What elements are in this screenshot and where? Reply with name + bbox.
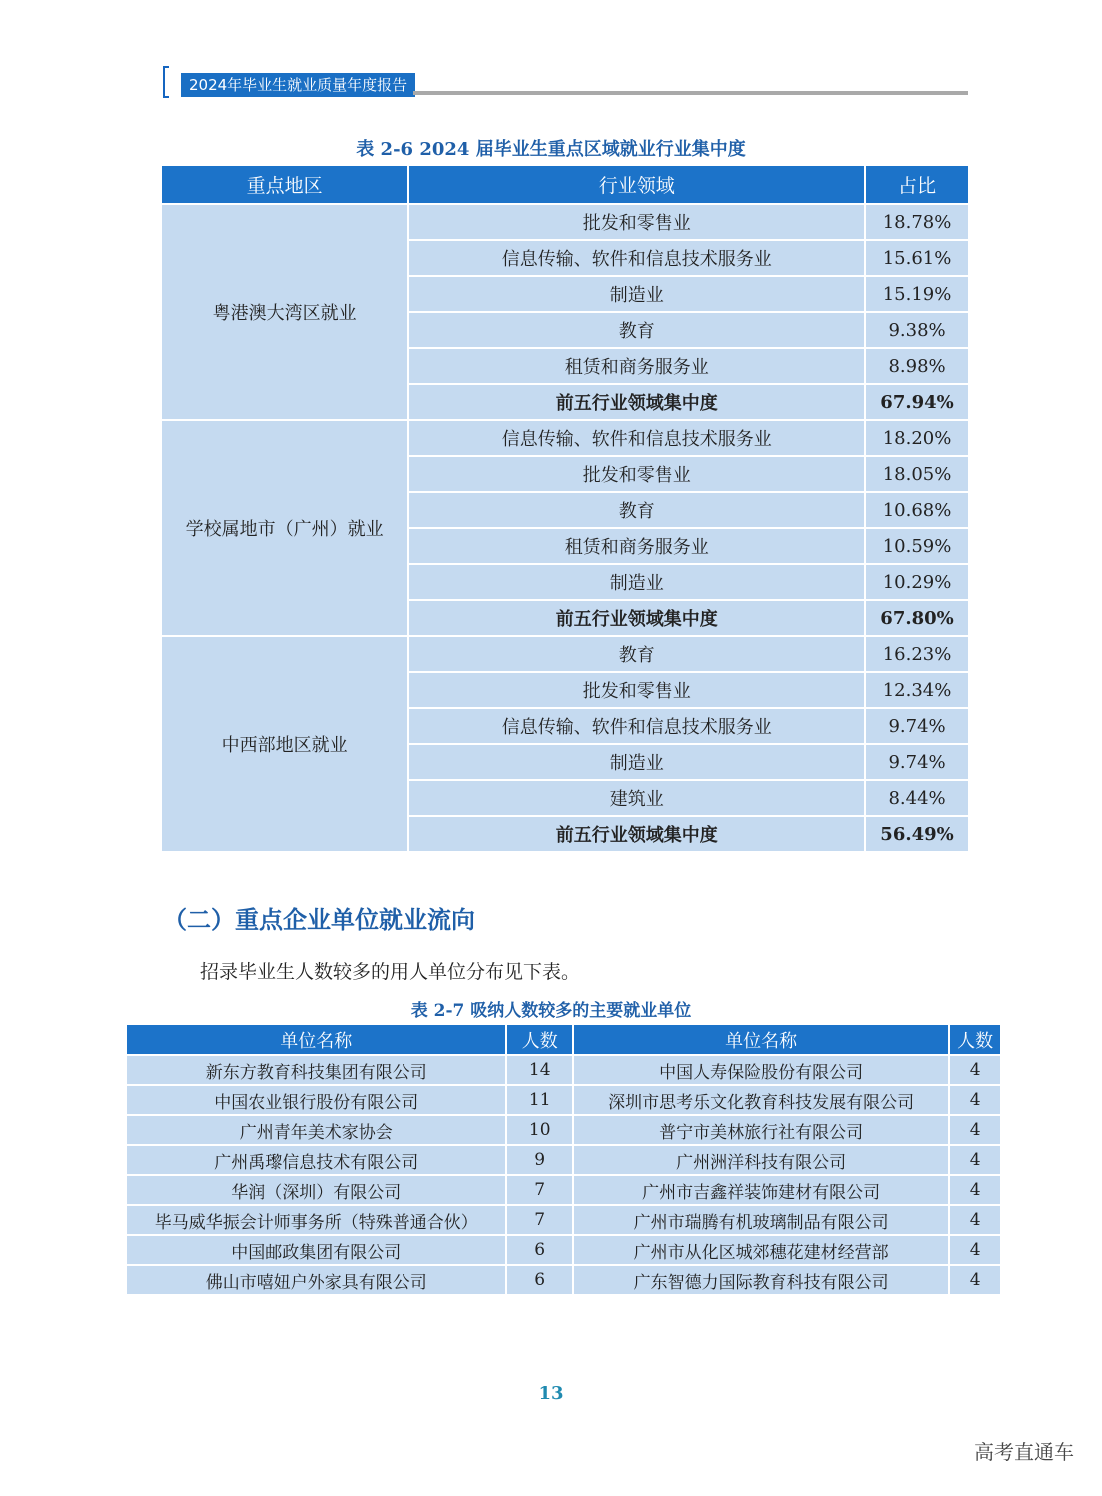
header-unit-name: 单位名称 — [573, 1024, 949, 1055]
share-cell: 9.74% — [865, 708, 969, 744]
table-row — [126, 1055, 1001, 1085]
unit-name-cell: 深圳市思考乐文化教育科技发展有限公司 — [573, 1085, 949, 1115]
watermark: 高考直通车 — [974, 1440, 1074, 1464]
header-share: 占比 — [865, 165, 969, 204]
header-industry: 行业领域 — [408, 165, 865, 204]
share-cell: 15.61% — [865, 240, 969, 276]
share-cell: 8.44% — [865, 780, 969, 816]
table-row — [161, 420, 969, 456]
region-cell: 学校属地市（广州）就业 — [161, 420, 408, 636]
industry-cell: 前五行业领域集中度 — [408, 600, 865, 636]
region-cell: 中西部地区就业 — [161, 636, 408, 852]
report-header — [163, 66, 968, 96]
share-cell: 12.34% — [865, 672, 969, 708]
industry-cell: 教育 — [408, 312, 865, 348]
table-2-7 — [125, 1023, 1002, 1296]
industry-cell: 租赁和商务服务业 — [408, 348, 865, 384]
count-cell: 4 — [949, 1055, 1001, 1085]
unit-name-cell: 广州洲洋科技有限公司 — [573, 1145, 949, 1175]
industry-cell: 批发和零售业 — [408, 204, 865, 240]
industry-cell: 信息传输、软件和信息技术服务业 — [408, 240, 865, 276]
count-cell: 11 — [506, 1085, 573, 1115]
region-cell: 粤港澳大湾区就业 — [161, 204, 408, 420]
industry-cell: 制造业 — [408, 564, 865, 600]
unit-name-cell: 毕马威华振会计师事务所（特殊普通合伙） — [126, 1205, 506, 1235]
industry-cell: 前五行业领域集中度 — [408, 384, 865, 420]
industry-cell: 制造业 — [408, 276, 865, 312]
table-row — [126, 1235, 1001, 1265]
table-header-row — [126, 1024, 1001, 1055]
unit-name-cell: 中国农业银行股份有限公司 — [126, 1085, 506, 1115]
table-row — [126, 1175, 1001, 1205]
industry-cell: 制造业 — [408, 744, 865, 780]
count-cell: 7 — [506, 1205, 573, 1235]
table-header-row — [161, 165, 969, 204]
industry-cell: 信息传输、软件和信息技术服务业 — [408, 420, 865, 456]
count-cell: 10 — [506, 1115, 573, 1145]
count-cell: 4 — [949, 1145, 1001, 1175]
count-cell: 4 — [949, 1085, 1001, 1115]
header-bracket — [163, 66, 169, 98]
intro-paragraph: 招录毕业生人数较多的用人单位分布见下表。 — [200, 961, 581, 983]
header-count: 人数 — [949, 1024, 1001, 1055]
count-cell: 14 — [506, 1055, 573, 1085]
unit-name-cell: 广州市吉鑫祥装饰建材有限公司 — [573, 1175, 949, 1205]
count-cell: 4 — [949, 1205, 1001, 1235]
table-2-6-title: 表 2-6 2024 届毕业生重点区域就业行业集中度 — [356, 139, 746, 160]
table-row — [126, 1265, 1001, 1295]
count-cell: 9 — [506, 1145, 573, 1175]
count-cell: 4 — [949, 1115, 1001, 1145]
unit-name-cell: 广州市瑞腾有机玻璃制品有限公司 — [573, 1205, 949, 1235]
unit-name-cell: 佛山市嘻妞户外家具有限公司 — [126, 1265, 506, 1295]
count-cell: 6 — [506, 1235, 573, 1265]
count-cell: 4 — [949, 1265, 1001, 1295]
industry-cell: 批发和零售业 — [408, 672, 865, 708]
industry-cell: 租赁和商务服务业 — [408, 528, 865, 564]
table-row — [126, 1085, 1001, 1115]
unit-name-cell: 广州禹瓈信息技术有限公司 — [126, 1145, 506, 1175]
share-cell: 9.38% — [865, 312, 969, 348]
header-unit-name: 单位名称 — [126, 1024, 506, 1055]
unit-name-cell: 广州市从化区城郊穗花建材经营部 — [573, 1235, 949, 1265]
industry-cell: 批发和零售业 — [408, 456, 865, 492]
header-count: 人数 — [506, 1024, 573, 1055]
share-cell: 10.59% — [865, 528, 969, 564]
share-cell: 18.20% — [865, 420, 969, 456]
header-title: 2024年毕业生就业质量年度报告 — [181, 73, 415, 97]
share-cell: 56.49% — [865, 816, 969, 852]
unit-name-cell: 华润（深圳）有限公司 — [126, 1175, 506, 1205]
industry-cell: 信息传输、软件和信息技术服务业 — [408, 708, 865, 744]
count-cell: 4 — [949, 1175, 1001, 1205]
section-title: （二）重点企业单位就业流向 — [163, 906, 475, 934]
share-cell: 18.78% — [865, 204, 969, 240]
industry-cell: 教育 — [408, 636, 865, 672]
table-row — [161, 204, 969, 240]
unit-name-cell: 普宁市美林旅行社有限公司 — [573, 1115, 949, 1145]
share-cell: 10.68% — [865, 492, 969, 528]
industry-cell: 教育 — [408, 492, 865, 528]
table-2-7-title: 表 2-7 吸纳人数较多的主要就业单位 — [410, 1001, 692, 1021]
unit-name-cell: 广东智德力国际教育科技有限公司 — [573, 1265, 949, 1295]
table-row — [126, 1145, 1001, 1175]
share-cell: 16.23% — [865, 636, 969, 672]
unit-name-cell: 广州青年美术家协会 — [126, 1115, 506, 1145]
table-2-6 — [160, 164, 970, 853]
unit-name-cell: 中国人寿保险股份有限公司 — [573, 1055, 949, 1085]
share-cell: 8.98% — [865, 348, 969, 384]
unit-name-cell: 中国邮政集团有限公司 — [126, 1235, 506, 1265]
count-cell: 4 — [949, 1235, 1001, 1265]
table-row — [161, 636, 969, 672]
header-region: 重点地区 — [161, 165, 408, 204]
industry-cell: 前五行业领域集中度 — [408, 816, 865, 852]
header-rule — [413, 91, 968, 95]
page-number: 13 — [538, 1383, 564, 1404]
share-cell: 67.94% — [865, 384, 969, 420]
table-row — [126, 1115, 1001, 1145]
share-cell: 18.05% — [865, 456, 969, 492]
unit-name-cell: 新东方教育科技集团有限公司 — [126, 1055, 506, 1085]
share-cell: 67.80% — [865, 600, 969, 636]
count-cell: 7 — [506, 1175, 573, 1205]
share-cell: 10.29% — [865, 564, 969, 600]
share-cell: 15.19% — [865, 276, 969, 312]
table-row — [126, 1205, 1001, 1235]
count-cell: 6 — [506, 1265, 573, 1295]
industry-cell: 建筑业 — [408, 780, 865, 816]
share-cell: 9.74% — [865, 744, 969, 780]
